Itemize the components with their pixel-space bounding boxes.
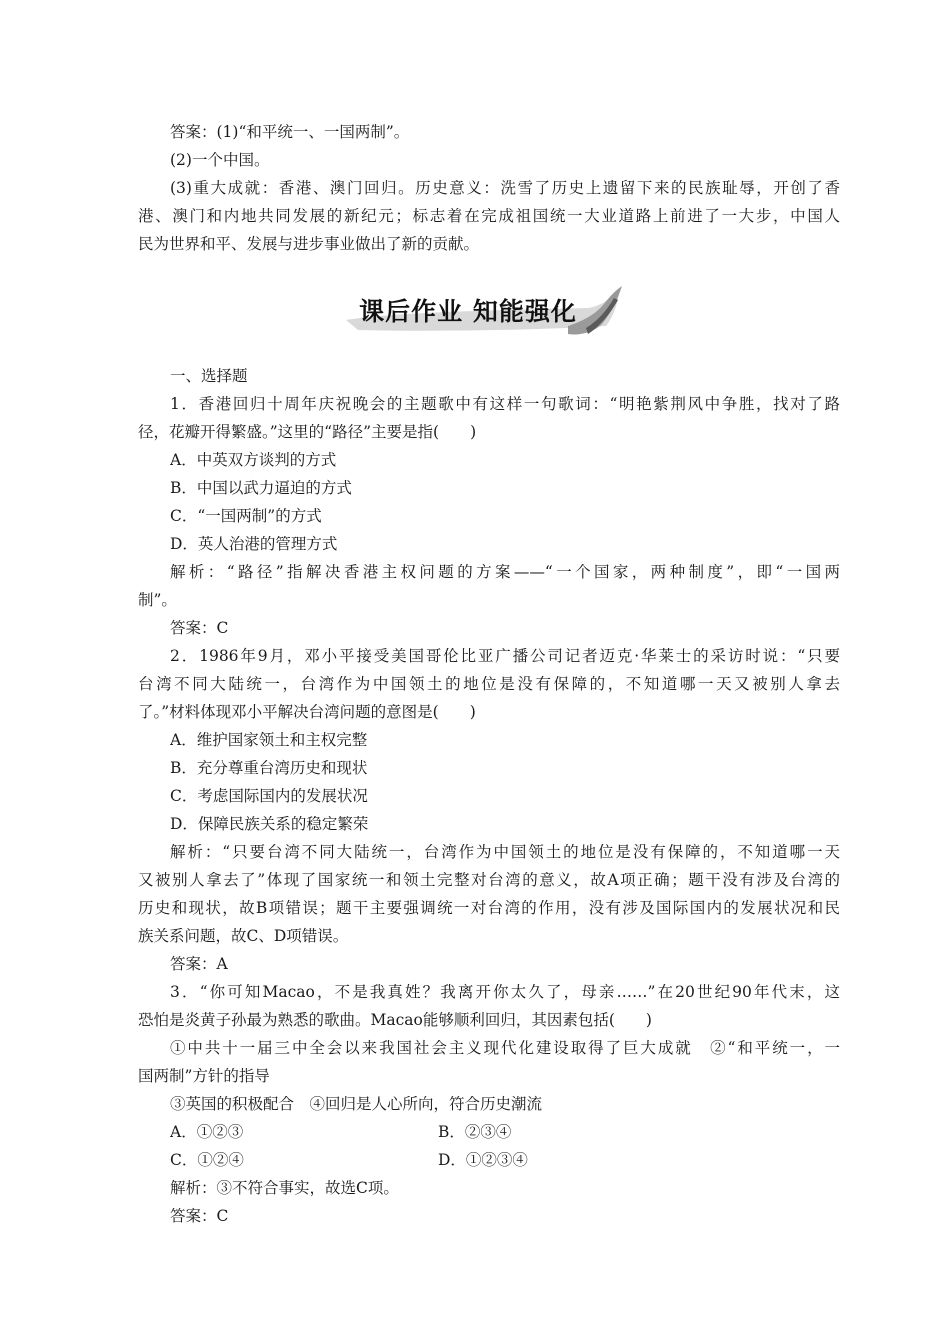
analysis-text: 历史和现状，故B项错误；题干主要强调统一对台湾的作用，没有涉及国际国内的发展状况和民 — [138, 899, 840, 917]
option-b: B．充分尊重台湾历史和现状 — [170, 759, 368, 777]
statement-item: 国两制”方针的指导 — [138, 1067, 270, 1085]
answer-line: (3)重大成就：香港、澳门回归。历史意义：洗雪了历史上遗留下来的民族耻辱，开创了香 — [170, 179, 840, 197]
option-a: A．中英双方谈判的方式 — [170, 451, 337, 469]
option-d: D．英人治港的管理方式 — [170, 535, 338, 553]
section-banner — [318, 282, 628, 342]
question-stem: 1．香港回归十周年庆祝晚会的主题歌中有这样一句歌词：“明艳紫荆风中争胜，找对了路 — [170, 395, 840, 413]
question-stem: 2．1986年9月，邓小平接受美国哥伦比亚广播公司记者迈克·华莱士的采访时说：“只要 — [170, 647, 840, 665]
answer-line: (2)一个中国。 — [170, 151, 270, 169]
answer-line: 港、澳门和内地共同发展的新纪元；标志着在完成祖国统一大业道路上前进了一大步，中国人 — [138, 207, 840, 225]
statement-item: ①中共十一届三中全会以来我国社会主义现代化建设取得了巨大成就 ②“和平统一，一 — [170, 1039, 840, 1057]
answer-text: 答案：A — [170, 955, 228, 973]
question-stem: 台湾不同大陆统一，台湾作为中国领土的地位是没有保障的，不知道哪一天又被别人拿去 — [138, 675, 840, 693]
analysis-text: 制”。 — [138, 591, 177, 609]
option-a: A．①②③ — [170, 1123, 244, 1141]
statement-item: ③英国的积极配合 ④回归是人心所向，符合历史潮流 — [170, 1095, 543, 1113]
answer-text: 答案：C — [170, 1207, 229, 1225]
option-b: B．②③④ — [438, 1123, 512, 1141]
answer-text: 答案：C — [170, 619, 229, 637]
analysis-text: 族关系问题，故C、D项错误。 — [138, 927, 349, 945]
answer-line: 民为世界和平、发展与进步事业做出了新的贡献。 — [138, 235, 480, 253]
option-c: C．考虑国际国内的发展状况 — [170, 787, 368, 805]
option-a: A．维护国家领土和主权完整 — [170, 731, 368, 749]
option-d: D．①②③④ — [438, 1151, 528, 1169]
banner-title: 课后作业 知能强化 — [359, 297, 577, 326]
option-b: B．中国以武力逼迫的方式 — [170, 479, 352, 497]
question-stem: 径，花瓣开得繁盛。”这里的“路径”主要是指( ) — [138, 423, 477, 441]
option-d: D．保障民族关系的稳定繁荣 — [170, 815, 369, 833]
analysis-text: 解析：“路径”指解决香港主权问题的方案——“一个国家，两种制度”，即“一国两 — [170, 563, 840, 581]
analysis-text: 解析：“只要台湾不同大陆统一，台湾作为中国领土的地位是没有保障的，不知道哪一天 — [170, 843, 840, 861]
option-c: C．“一国两制”的方式 — [170, 507, 322, 525]
question-stem: 恐怕是炎黄子孙最为熟悉的歌曲。Macao能够顺利回归，其因素包括( ) — [138, 1011, 652, 1029]
option-c: C．①②④ — [170, 1151, 244, 1169]
question-stem: 了。”材料体现邓小平解决台湾问题的意图是( ) — [138, 703, 476, 721]
analysis-text: 解析：③不符合事实，故选C项。 — [170, 1179, 399, 1197]
answer-line: 答案：(1)“和平统一、一国两制”。 — [170, 123, 410, 141]
analysis-text: 又被别人拿去了”体现了国家统一和领土完整对台湾的意义，故A项正确；题干没有涉及台湾的 — [138, 871, 840, 889]
section-title: 一、选择题 — [170, 367, 248, 385]
question-stem: 3．“你可知Macao，不是我真姓？我离开你太久了，母亲……”在20世纪90年代末，这 — [170, 983, 840, 1001]
